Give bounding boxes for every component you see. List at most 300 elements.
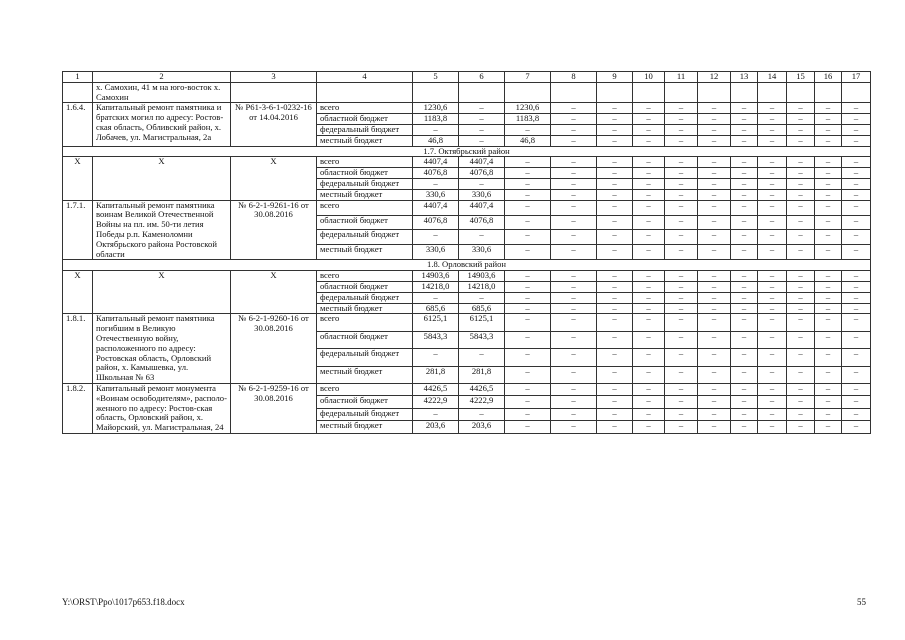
dash-cell: – (731, 230, 758, 245)
dash-cell: – (551, 189, 597, 200)
dash-cell: – (842, 178, 871, 189)
dash-cell: – (842, 135, 871, 146)
dash-cell: – (665, 292, 698, 303)
dash-cell: – (633, 189, 665, 200)
dash-cell: – (551, 114, 597, 125)
amount-cell: 1230,6 (505, 103, 551, 114)
amount-cell: – (505, 271, 551, 282)
column-number: 10 (633, 72, 665, 83)
amount-cell: 14218,0 (413, 281, 459, 292)
dash-cell: – (815, 408, 842, 420)
object-name: Капитальный ремонт памятника погибшим в Великую Отечественную войну, расположенного по адресу: Ростовская область, Орловский район, х. Камышевка, ул. Школьная № 63 (93, 314, 231, 384)
dash-cell: – (597, 215, 633, 230)
dash-cell: – (815, 114, 842, 125)
dash-cell: – (597, 200, 633, 215)
dash-cell: – (665, 303, 698, 314)
dash-cell: – (698, 366, 731, 383)
dash-cell: – (551, 314, 597, 331)
dash-cell: – (758, 271, 787, 282)
dash-cell: – (551, 103, 597, 114)
dash-cell: – (787, 396, 815, 408)
dash-cell: – (633, 303, 665, 314)
dash-cell: – (787, 200, 815, 215)
dash-cell: – (597, 168, 633, 179)
amount-cell: 685,6 (459, 303, 505, 314)
empty-cell (731, 82, 758, 103)
dash-cell: – (665, 103, 698, 114)
dash-cell: – (633, 366, 665, 383)
dash-cell: – (787, 292, 815, 303)
dash-cell: – (731, 178, 758, 189)
dash-cell: – (665, 349, 698, 366)
empty-cell (317, 82, 413, 103)
dash-cell: – (597, 331, 633, 348)
dash-cell: – (665, 114, 698, 125)
column-number: 4 (317, 72, 413, 83)
object-name: Капитальный ремонт памятника воинам Великой Отечественной Войны на пл. им. 50-ти летия Победы р.п. Каменоломни Октябрьского района Ростовской области (93, 200, 231, 260)
dash-cell: – (551, 366, 597, 383)
dash-cell: – (815, 124, 842, 135)
column-number: 7 (505, 72, 551, 83)
dash-cell: – (758, 408, 787, 420)
amount-cell: 330,6 (413, 245, 459, 260)
amount-cell: 4407,4 (459, 200, 505, 215)
dash-cell: – (665, 281, 698, 292)
empty-cell (758, 82, 787, 103)
amount-cell: 4407,4 (413, 200, 459, 215)
dash-cell: – (842, 303, 871, 314)
dash-cell: – (698, 230, 731, 245)
dash-cell: – (815, 245, 842, 260)
column-number: 9 (597, 72, 633, 83)
dash-cell: – (787, 281, 815, 292)
dash-cell: – (787, 245, 815, 260)
dash-cell: – (842, 103, 871, 114)
dash-cell: – (758, 292, 787, 303)
amount-cell: – (505, 281, 551, 292)
dash-cell: – (597, 281, 633, 292)
amount-cell: – (413, 178, 459, 189)
dash-cell: – (758, 168, 787, 179)
dash-cell: – (758, 245, 787, 260)
dash-cell: – (665, 135, 698, 146)
dash-cell: – (665, 271, 698, 282)
summary-marker: Х (231, 271, 317, 314)
dash-cell: – (787, 408, 815, 420)
dash-cell: – (665, 230, 698, 245)
funding-source-label: всего (317, 103, 413, 114)
item-number: 1.6.4. (63, 103, 93, 146)
dash-cell: – (698, 314, 731, 331)
dash-cell: – (731, 349, 758, 366)
section-header-row (63, 260, 871, 271)
funding-source-label: федеральный бюджет (317, 124, 413, 135)
dash-cell: – (665, 366, 698, 383)
dash-cell: – (551, 331, 597, 348)
dash-cell: – (758, 103, 787, 114)
dash-cell: – (698, 168, 731, 179)
dash-cell: – (551, 200, 597, 215)
dash-cell: – (633, 114, 665, 125)
amount-cell: 1230,6 (413, 103, 459, 114)
dash-cell: – (815, 331, 842, 348)
dash-cell: – (698, 292, 731, 303)
dash-cell: – (698, 303, 731, 314)
dash-cell: – (698, 103, 731, 114)
summary-marker: Х (231, 157, 317, 200)
dash-cell: – (551, 124, 597, 135)
empty-cell (231, 82, 317, 103)
dash-cell: – (665, 178, 698, 189)
dash-cell: – (842, 168, 871, 179)
amount-cell: – (413, 124, 459, 135)
dash-cell: – (731, 396, 758, 408)
dash-cell: – (633, 135, 665, 146)
funding-source-label: местный бюджет (317, 189, 413, 200)
funding-source-label: федеральный бюджет (317, 408, 413, 420)
dash-cell: – (597, 271, 633, 282)
dash-cell: – (731, 281, 758, 292)
amount-cell: 46,8 (413, 135, 459, 146)
column-number: 12 (698, 72, 731, 83)
amount-cell: – (505, 303, 551, 314)
amount-cell: – (505, 331, 551, 348)
dash-cell: – (698, 189, 731, 200)
dash-cell: – (633, 103, 665, 114)
dash-cell: – (842, 331, 871, 348)
amount-cell: – (505, 189, 551, 200)
dash-cell: – (698, 157, 731, 168)
dash-cell: – (815, 189, 842, 200)
column-number: 6 (459, 72, 505, 83)
dash-cell: – (787, 103, 815, 114)
funding-source-label: местный бюджет (317, 366, 413, 383)
funding-source-label: всего (317, 157, 413, 168)
dash-cell: – (633, 168, 665, 179)
dash-cell: – (551, 157, 597, 168)
empty-cell (459, 82, 505, 103)
amount-cell: – (505, 383, 551, 395)
dash-cell: – (551, 271, 597, 282)
dash-cell: – (551, 421, 597, 434)
amount-cell: – (505, 157, 551, 168)
amount-cell: 281,8 (459, 366, 505, 383)
object-name: Капитальный ремонт памятника и братских могил по адресу: Ростов-ская область, Обливский район, х. Лобачев, ул. Магистральная, 2а (93, 103, 231, 146)
dash-cell: – (665, 168, 698, 179)
dash-cell: – (842, 230, 871, 245)
amount-cell: – (459, 135, 505, 146)
dash-cell: – (842, 292, 871, 303)
dash-cell: – (731, 303, 758, 314)
empty-cell (787, 82, 815, 103)
funding-source-label: всего (317, 200, 413, 215)
amount-cell: 14218,0 (459, 281, 505, 292)
dash-cell: – (551, 396, 597, 408)
amount-cell: – (505, 168, 551, 179)
dash-cell: – (665, 189, 698, 200)
amount-cell: 6125,1 (459, 314, 505, 331)
dash-cell: – (633, 124, 665, 135)
dash-cell: – (842, 396, 871, 408)
dash-cell: – (758, 314, 787, 331)
dash-cell: – (787, 230, 815, 245)
amount-cell: – (505, 215, 551, 230)
dash-cell: – (842, 114, 871, 125)
amount-cell: 4426,5 (413, 383, 459, 395)
dash-cell: – (665, 408, 698, 420)
column-number-row (63, 72, 871, 83)
dash-cell: – (665, 157, 698, 168)
empty-cell (665, 82, 698, 103)
dash-cell: – (815, 292, 842, 303)
dash-cell: – (842, 314, 871, 331)
amount-cell: – (413, 230, 459, 245)
dash-cell: – (665, 314, 698, 331)
dash-cell: – (633, 292, 665, 303)
dash-cell: – (698, 178, 731, 189)
funding-row (63, 383, 871, 395)
funding-source-label: всего (317, 314, 413, 331)
page-number: 55 (857, 597, 866, 607)
dash-cell: – (698, 349, 731, 366)
dash-cell: – (842, 383, 871, 395)
dash-cell: – (787, 157, 815, 168)
amount-cell: 1183,8 (413, 114, 459, 125)
dash-cell: – (665, 383, 698, 395)
amount-cell: – (459, 408, 505, 420)
empty-cell (597, 82, 633, 103)
dash-cell: – (597, 124, 633, 135)
dash-cell: – (551, 215, 597, 230)
dash-cell: – (665, 200, 698, 215)
dash-cell: – (758, 114, 787, 125)
amount-cell: 4076,8 (459, 215, 505, 230)
dash-cell: – (815, 168, 842, 179)
dash-cell: – (731, 314, 758, 331)
dash-cell: – (787, 421, 815, 434)
dash-cell: – (633, 157, 665, 168)
dash-cell: – (842, 157, 871, 168)
amount-cell: 203,6 (459, 421, 505, 434)
section-title: 1.8. Орловский район (63, 260, 871, 271)
dash-cell: – (842, 189, 871, 200)
funding-row (63, 314, 871, 331)
funding-row (63, 271, 871, 282)
funding-source-label: областной бюджет (317, 215, 413, 230)
amount-cell: – (459, 230, 505, 245)
dash-cell: – (698, 245, 731, 260)
column-number: 17 (842, 72, 871, 83)
dash-cell: – (597, 366, 633, 383)
dash-cell: – (815, 421, 842, 434)
dash-cell: – (633, 281, 665, 292)
amount-cell: 203,6 (413, 421, 459, 434)
dash-cell: – (787, 331, 815, 348)
funding-source-label: областной бюджет (317, 114, 413, 125)
dash-cell: – (665, 245, 698, 260)
column-number: 1 (63, 72, 93, 83)
dash-cell: – (731, 189, 758, 200)
amount-cell: – (459, 349, 505, 366)
file-path: Y:\ORST\Ppo\1017p653.f18.docx (62, 597, 185, 607)
dash-cell: – (597, 303, 633, 314)
summary-marker: Х (63, 271, 93, 314)
amount-cell: – (505, 366, 551, 383)
dash-cell: – (758, 349, 787, 366)
dash-cell: – (551, 281, 597, 292)
dash-cell: – (787, 135, 815, 146)
dash-cell: – (597, 114, 633, 125)
dash-cell: – (633, 230, 665, 245)
funding-row (63, 103, 871, 114)
funding-source-label: областной бюджет (317, 281, 413, 292)
dash-cell: – (731, 383, 758, 395)
dash-cell: – (698, 383, 731, 395)
amount-cell: 330,6 (413, 189, 459, 200)
dash-cell: – (731, 103, 758, 114)
dash-cell: – (551, 168, 597, 179)
dash-cell: – (698, 271, 731, 282)
amount-cell: – (459, 292, 505, 303)
summary-marker: Х (93, 271, 231, 314)
dash-cell: – (787, 366, 815, 383)
dash-cell: – (815, 135, 842, 146)
dash-cell: – (758, 421, 787, 434)
dash-cell: – (698, 421, 731, 434)
dash-cell: – (665, 331, 698, 348)
dash-cell: – (758, 178, 787, 189)
dash-cell: – (842, 281, 871, 292)
dash-cell: – (633, 421, 665, 434)
funding-source-label: федеральный бюджет (317, 230, 413, 245)
amount-cell: 1183,8 (505, 114, 551, 125)
dash-cell: – (731, 366, 758, 383)
dash-cell: – (597, 103, 633, 114)
dash-cell: – (597, 314, 633, 331)
amount-cell: 4407,4 (413, 157, 459, 168)
dash-cell: – (731, 157, 758, 168)
dash-cell: – (551, 245, 597, 260)
dash-cell: – (815, 230, 842, 245)
empty-cell (815, 82, 842, 103)
dash-cell: – (758, 135, 787, 146)
amount-cell: 330,6 (459, 245, 505, 260)
dash-cell: – (665, 124, 698, 135)
funding-source-label: федеральный бюджет (317, 292, 413, 303)
amount-cell: – (505, 230, 551, 245)
dash-cell: – (731, 421, 758, 434)
dash-cell: – (758, 396, 787, 408)
dash-cell: – (633, 383, 665, 395)
column-number: 8 (551, 72, 597, 83)
dash-cell: – (815, 281, 842, 292)
funding-row (63, 200, 871, 215)
dash-cell: – (815, 396, 842, 408)
amount-cell: 4426,5 (459, 383, 505, 395)
dash-cell: – (597, 135, 633, 146)
dash-cell: – (731, 215, 758, 230)
dash-cell: – (842, 349, 871, 366)
section-header-row (63, 146, 871, 157)
dash-cell: – (787, 215, 815, 230)
empty-cell (413, 82, 459, 103)
empty-cell (842, 82, 871, 103)
dash-cell: – (731, 124, 758, 135)
dash-cell: – (698, 135, 731, 146)
dash-cell: – (815, 103, 842, 114)
funding-source-label: федеральный бюджет (317, 178, 413, 189)
dash-cell: – (698, 215, 731, 230)
dash-cell: – (698, 396, 731, 408)
column-number: 13 (731, 72, 758, 83)
dash-cell: – (815, 215, 842, 230)
dash-cell: – (597, 189, 633, 200)
amount-cell: – (459, 178, 505, 189)
dash-cell: – (633, 396, 665, 408)
amount-cell: – (413, 408, 459, 420)
dash-cell: – (815, 383, 842, 395)
dash-cell: – (597, 421, 633, 434)
item-number: 1.7.1. (63, 200, 93, 260)
amount-cell: 330,6 (459, 189, 505, 200)
dash-cell: – (597, 157, 633, 168)
amount-cell: – (505, 349, 551, 366)
amount-cell: 6125,1 (413, 314, 459, 331)
dash-cell: – (665, 421, 698, 434)
dash-cell: – (787, 271, 815, 282)
funding-source-label: местный бюджет (317, 421, 413, 434)
continuation-row (63, 82, 871, 103)
dash-cell: – (731, 292, 758, 303)
dash-cell: – (842, 124, 871, 135)
dash-cell: – (842, 366, 871, 383)
amount-cell: 4076,8 (459, 168, 505, 179)
dash-cell: – (787, 124, 815, 135)
dash-cell: – (633, 349, 665, 366)
empty-cell (698, 82, 731, 103)
object-name: Капитальный ремонт монумента «Воинам освободителям», располо-женного по адресу: Ростов-ская область, Орловский район, х. Майорский, ул. Магистральная, 24 (93, 383, 231, 433)
amount-cell: – (459, 103, 505, 114)
dash-cell: – (787, 189, 815, 200)
summary-marker: Х (63, 157, 93, 200)
dash-cell: – (551, 408, 597, 420)
funding-source-label: местный бюджет (317, 135, 413, 146)
dash-cell: – (758, 230, 787, 245)
amount-cell: 4407,4 (459, 157, 505, 168)
dash-cell: – (551, 383, 597, 395)
dash-cell: – (731, 135, 758, 146)
empty-cell (63, 82, 93, 103)
object-name-continued: х. Самохин, 41 м на юго-восток х. Самохин (93, 82, 231, 103)
dash-cell: – (815, 314, 842, 331)
empty-cell (633, 82, 665, 103)
amount-cell: – (505, 178, 551, 189)
dash-cell: – (815, 200, 842, 215)
dash-cell: – (597, 349, 633, 366)
dash-cell: – (551, 230, 597, 245)
empty-cell (505, 82, 551, 103)
summary-marker: Х (93, 157, 231, 200)
dash-cell: – (698, 124, 731, 135)
dash-cell: – (758, 215, 787, 230)
dash-cell: – (758, 303, 787, 314)
dash-cell: – (842, 408, 871, 420)
funding-row (63, 157, 871, 168)
funding-source-label: областной бюджет (317, 396, 413, 408)
funding-source-label: областной бюджет (317, 331, 413, 348)
dash-cell: – (758, 281, 787, 292)
amount-cell: 14903,6 (413, 271, 459, 282)
